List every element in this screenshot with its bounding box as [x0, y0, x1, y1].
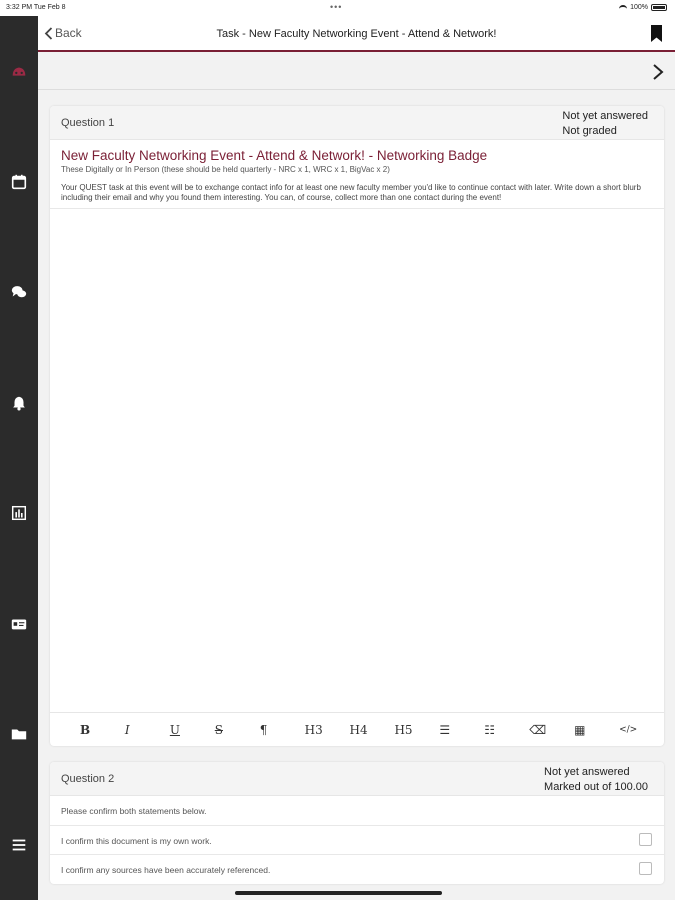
- dashboard-icon[interactable]: [9, 62, 29, 82]
- question-1-grade-status: Not graded: [562, 125, 617, 137]
- question-2-instruction: Please confirm both statements below.: [61, 806, 207, 816]
- calendar-icon[interactable]: [9, 172, 29, 192]
- question-nav-bar: [38, 54, 675, 90]
- bulleted-list-button[interactable]: ☰: [439, 722, 451, 737]
- question-2-answer-status: Not yet answered: [544, 766, 630, 778]
- italic-button[interactable]: I: [124, 722, 130, 737]
- chat-icon[interactable]: [9, 282, 29, 302]
- folder-icon[interactable]: [9, 724, 29, 744]
- page-title: Task - New Faculty Networking Event - Attend & Network!: [216, 28, 497, 40]
- battery-percent: 100%: [630, 4, 648, 11]
- heading3-button[interactable]: H3: [304, 722, 323, 737]
- heading4-button[interactable]: H4: [349, 722, 368, 737]
- bookmark-icon[interactable]: [650, 25, 663, 42]
- question-1-status: [562, 109, 648, 139]
- question-2-instruction-row: [50, 796, 664, 825]
- question-1-answer-status: Not yet answered: [562, 110, 648, 122]
- code-view-button[interactable]: </>: [619, 724, 638, 735]
- back-label: Back: [55, 26, 82, 40]
- statement-row-2[interactable]: [50, 854, 664, 883]
- menu-icon[interactable]: [9, 835, 29, 855]
- question-2-label: Question 2: [61, 773, 115, 785]
- question-2-status: [544, 765, 648, 795]
- answer-editor[interactable]: [50, 209, 664, 689]
- battery-icon: [651, 4, 667, 11]
- editor-toolbar: [50, 712, 664, 746]
- question-1-label: Question 1: [61, 117, 115, 129]
- status-right: [619, 4, 667, 11]
- question-1-subtitle: These Digitally or In Person (these should be held quarterly - NRC x 1, WRC x 1, BigVac x 2): [61, 165, 390, 174]
- heading5-button[interactable]: H5: [394, 722, 413, 737]
- insert-media-button[interactable]: ▦: [574, 722, 586, 737]
- statement-1-checkbox[interactable]: [639, 833, 652, 846]
- statement-1-label: I confirm this document is my own work.: [61, 836, 212, 846]
- question-1-description: Your QUEST task at this event will be to exchange contact info for at least one new faculty member you'd like to continue contact with later. Write down a short blurb including their email and why you found them interesting. You can, of course, collect more than one contact during the event!: [61, 183, 641, 202]
- question-1-header: [50, 106, 664, 140]
- question-2-header: [50, 762, 664, 796]
- question-1-card: [50, 106, 664, 746]
- chevron-right-icon[interactable]: [651, 64, 665, 80]
- top-header: [38, 16, 675, 52]
- wifi-icon: [619, 5, 627, 11]
- numbered-list-button[interactable]: ☷: [484, 722, 496, 737]
- statement-2-checkbox[interactable]: [639, 862, 652, 875]
- home-indicator: [235, 891, 442, 895]
- multitask-dots: •••: [330, 2, 343, 12]
- bell-icon[interactable]: [9, 393, 29, 413]
- statement-2-label: I confirm any sources have been accurately referenced.: [61, 865, 271, 875]
- underline-button[interactable]: U: [169, 722, 180, 737]
- clear-format-button[interactable]: ⌫: [529, 722, 547, 737]
- bold-button[interactable]: B: [80, 722, 91, 737]
- question-2-card: [50, 762, 664, 884]
- grades-chart-icon[interactable]: [9, 503, 29, 523]
- strikethrough-button[interactable]: S: [214, 722, 223, 737]
- status-bar: [0, 0, 675, 16]
- statement-row-1[interactable]: [50, 825, 664, 854]
- question-1-title: New Faculty Networking Event - Attend & Network! - Networking Badge: [61, 148, 488, 163]
- question-2-grade-status: Marked out of 100.00: [544, 781, 648, 793]
- id-card-icon[interactable]: [9, 614, 29, 634]
- status-time: 3:32 PM Tue Feb 8: [6, 4, 66, 11]
- sidebar: [0, 16, 38, 900]
- paragraph-button[interactable]: ¶: [259, 722, 268, 737]
